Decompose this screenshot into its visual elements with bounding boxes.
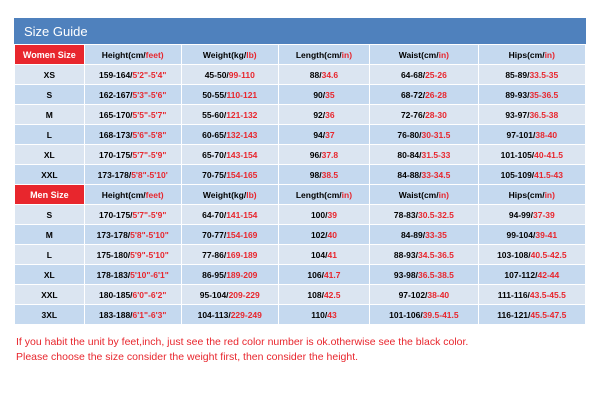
value-black: 89-93/ (505, 89, 530, 100)
value-red: 42-44 (537, 269, 560, 280)
row-weight (181, 165, 278, 185)
value-black: 170-175/ (98, 209, 133, 220)
row-size: XXL (15, 165, 85, 185)
value-black: 101-106/ (389, 309, 423, 320)
value-black: 84-88/ (397, 169, 422, 180)
header-height-black: Height(cm/ (101, 189, 146, 200)
row-height (84, 265, 181, 285)
row-length (278, 85, 369, 105)
value-red: 37 (325, 129, 335, 140)
value-black: 178-183/ (96, 269, 131, 280)
row-hips (478, 285, 585, 305)
row-hips (478, 85, 585, 105)
table-row (15, 245, 586, 265)
footer-note-2: Please choose the size consider the weight first, then consider the height. (16, 351, 359, 363)
value-black: 170-175/ (98, 149, 133, 160)
row-weight (181, 105, 278, 125)
value-black: 78-83/ (393, 209, 418, 220)
row-height (84, 165, 181, 185)
value-black: 72-76/ (400, 109, 426, 120)
value-red: 41.7 (323, 269, 341, 280)
value-red: 143-154 (226, 149, 258, 160)
value-black: 116-121/ (497, 309, 531, 320)
value-black: 159-164/ (98, 69, 133, 80)
value-red: 5'8"-5'10' (131, 169, 168, 180)
value-black: 111-116/ (497, 289, 530, 300)
row-hips (478, 205, 585, 225)
value-red: 38-40 (427, 289, 450, 300)
value-red: 132-143 (226, 129, 258, 140)
value-red: 43.5-45.5 (529, 289, 566, 300)
value-red: 35-36.5 (529, 89, 559, 100)
value-red: 229-249 (230, 309, 262, 320)
size-chart-table (14, 44, 586, 325)
men-header-height (84, 185, 181, 205)
value-black: 84-89/ (400, 229, 426, 240)
header-waist-black: Waist(cm/ (398, 189, 439, 200)
value-black: 68-72/ (400, 89, 426, 100)
header-hips-black: Hips(cm/ (508, 189, 545, 200)
row-waist (370, 85, 478, 105)
women-header-hips (478, 45, 585, 65)
value-red: 25-26 (425, 69, 447, 80)
value-black: 50-55/ (202, 89, 227, 100)
row-height (84, 85, 181, 105)
value-black: 97-101/ (506, 129, 536, 140)
header-height-red: feet) (145, 189, 164, 200)
table-row (15, 145, 586, 165)
value-red: 5'2"-5'4" (132, 69, 167, 80)
row-size: L (15, 245, 85, 265)
row-weight (181, 225, 278, 245)
value-red: 37-39 (532, 209, 555, 220)
men-header-hips (478, 185, 585, 205)
value-black: 104/ (310, 249, 328, 260)
value-red: 154-169 (226, 229, 258, 240)
row-height (84, 105, 181, 125)
value-black: 110/ (311, 309, 328, 320)
row-waist (370, 165, 478, 185)
value-red: 141-154 (226, 209, 258, 220)
value-black: 60-65/ (202, 129, 227, 140)
value-red: 34.6 (321, 69, 339, 80)
value-red: 33-34.5 (421, 169, 451, 180)
row-waist (370, 265, 478, 285)
row-length (278, 105, 369, 125)
value-red: 5'10"-6'1" (130, 269, 169, 280)
value-black: 96/ (309, 149, 322, 160)
row-length (278, 225, 369, 245)
value-black: 106/ (307, 269, 324, 280)
value-red: 209-229 (228, 289, 260, 300)
row-length (278, 125, 369, 145)
row-length (278, 145, 369, 165)
row-size: 3XL (15, 305, 85, 325)
men-header-weight (181, 185, 278, 205)
row-height (84, 245, 181, 265)
row-hips (478, 225, 585, 245)
row-waist (370, 245, 478, 265)
value-red: 39 (327, 209, 337, 220)
value-red: 37.8 (321, 149, 339, 160)
row-length (278, 265, 369, 285)
value-black: 173-178/ (97, 169, 132, 180)
row-length (278, 165, 369, 185)
row-weight (181, 205, 278, 225)
value-red: 40-41.5 (534, 149, 564, 160)
value-red: 5'7"-5'9" (132, 149, 167, 160)
header-hips-black: Hips(cm/ (508, 49, 545, 60)
value-red: 39-41 (535, 229, 558, 240)
row-size: XL (15, 145, 85, 165)
value-black: 100/ (310, 209, 328, 220)
value-black: 77-86/ (202, 249, 227, 260)
value-black: 94/ (313, 129, 326, 140)
row-height (84, 205, 181, 225)
value-black: 108/ (307, 289, 324, 300)
table-row (15, 85, 586, 105)
row-size: S (15, 85, 85, 105)
value-red: 30-31.5 (421, 129, 451, 140)
row-size: XS (15, 65, 85, 85)
value-black: 162-167/ (98, 89, 133, 100)
value-red: 28-30 (425, 109, 447, 120)
header-weight-black: Weight(kg/ (202, 49, 247, 60)
row-size: M (15, 105, 85, 125)
row-weight (181, 305, 278, 325)
value-black: 180-185/ (98, 289, 133, 300)
value-black: 93-97/ (505, 109, 530, 120)
row-hips (478, 165, 585, 185)
value-red: 34.5-36.5 (417, 249, 454, 260)
value-red: 5'5"-5'7" (132, 109, 167, 120)
row-length (278, 65, 369, 85)
header-height-black: Height(cm/ (101, 49, 146, 60)
value-red: 6'0"-6'2" (132, 289, 167, 300)
value-red: 41 (327, 249, 337, 260)
row-weight (181, 85, 278, 105)
men-header-waist (370, 185, 478, 205)
header-hips-red: in) (544, 189, 555, 200)
row-waist (370, 305, 478, 325)
row-height (84, 305, 181, 325)
women-header-height (84, 45, 181, 65)
women-header-row (15, 45, 586, 65)
value-red: 31.5-33 (421, 149, 451, 160)
row-size: XL (15, 265, 85, 285)
header-waist-red: in) (438, 49, 449, 60)
value-black: 168-173/ (98, 129, 133, 140)
header-length-black: Length(cm/ (295, 49, 342, 60)
men-header-row (15, 185, 586, 205)
value-red: 39.5-41.5 (422, 309, 459, 320)
value-black: 175-180/ (96, 249, 131, 260)
value-red: 6'1"-6'3" (132, 309, 167, 320)
row-waist (370, 65, 478, 85)
row-weight (181, 245, 278, 265)
value-black: 76-80/ (397, 129, 422, 140)
value-red: 43 (327, 309, 337, 320)
row-height (84, 145, 181, 165)
value-black: 183-188/ (98, 309, 133, 320)
table-row (15, 265, 586, 285)
title-bar (14, 18, 586, 44)
value-black: 165-170/ (98, 109, 133, 120)
row-length (278, 245, 369, 265)
row-weight (181, 285, 278, 305)
table-row (15, 65, 586, 85)
value-black: 88/ (309, 69, 322, 80)
value-red: 40 (327, 229, 337, 240)
row-hips (478, 265, 585, 285)
women-header-waist (370, 45, 478, 65)
row-size: S (15, 205, 85, 225)
value-black: 88-93/ (393, 249, 418, 260)
row-height (84, 225, 181, 245)
men-header-length (278, 185, 369, 205)
value-black: 173-178/ (96, 229, 131, 240)
header-length-red: in) (341, 49, 353, 60)
value-red: 36.5-38.5 (417, 269, 454, 280)
value-red: 38.5 (321, 169, 339, 180)
value-black: 101-105/ (500, 149, 535, 160)
header-height-red: feet) (145, 49, 164, 60)
table-row (15, 205, 586, 225)
value-red: 5'7"-5'9" (132, 209, 167, 220)
row-height (84, 285, 181, 305)
value-red: 42.5 (323, 289, 341, 300)
value-black: 64-68/ (400, 69, 426, 80)
header-waist-black: Waist(cm/ (398, 49, 439, 60)
row-hips (478, 65, 585, 85)
value-black: 45-50/ (204, 69, 229, 80)
row-hips (478, 105, 585, 125)
value-black: 97-102/ (398, 289, 428, 300)
row-hips (478, 245, 585, 265)
table-row (15, 125, 586, 145)
value-red: 33-35 (425, 229, 447, 240)
value-black: 85-89/ (505, 69, 530, 80)
row-weight (181, 265, 278, 285)
value-black: 99-104/ (506, 229, 536, 240)
value-black: 94-99/ (508, 209, 533, 220)
value-black: 104-113/ (197, 309, 231, 320)
footer-note-1: If you habit the unit by feet,inch, just see the red color number is ok.otherwise see the black color. (16, 336, 469, 348)
row-waist (370, 205, 478, 225)
row-size: L (15, 125, 85, 145)
women-header-length (278, 45, 369, 65)
women-header-weight (181, 45, 278, 65)
row-waist (370, 125, 478, 145)
value-red: 5'6"-5'8" (132, 129, 167, 140)
value-red: 5'8"-5'10" (130, 229, 169, 240)
value-red: 154-165 (226, 169, 258, 180)
value-black: 70-77/ (202, 229, 227, 240)
value-red: 99-110 (228, 69, 255, 80)
row-weight (181, 65, 278, 85)
value-red: 38-40 (535, 129, 558, 140)
value-red: 45.5-47.5 (530, 309, 567, 320)
footer-notes (14, 335, 586, 365)
value-red: 110-121 (226, 89, 258, 100)
row-height (84, 125, 181, 145)
row-weight (181, 125, 278, 145)
row-size: XXL (15, 285, 85, 305)
value-red: 26-28 (425, 89, 447, 100)
row-waist (370, 285, 478, 305)
header-length-black: Length(cm/ (295, 189, 342, 200)
row-waist (370, 225, 478, 245)
value-black: 93-98/ (393, 269, 418, 280)
row-length (278, 285, 369, 305)
women-header-size: Women Size (15, 45, 85, 65)
value-black: 55-60/ (202, 109, 227, 120)
header-hips-red: in) (544, 49, 555, 60)
value-red: 36 (325, 109, 335, 120)
value-red: 33.5-35 (529, 69, 559, 80)
row-hips (478, 145, 585, 165)
value-black: 86-95/ (202, 269, 227, 280)
row-length (278, 305, 369, 325)
value-black: 107-112/ (504, 269, 538, 280)
row-hips (478, 305, 585, 325)
page-title: Size Guide (24, 23, 88, 39)
value-black: 64-70/ (202, 209, 227, 220)
value-red: 189-209 (226, 269, 258, 280)
header-weight-red: lb) (246, 189, 257, 200)
header-waist-red: in) (438, 189, 449, 200)
value-black: 105-109/ (500, 169, 535, 180)
value-black: 92/ (313, 109, 326, 120)
row-weight (181, 145, 278, 165)
value-red: 40.5-42.5 (530, 249, 567, 260)
value-black: 98/ (309, 169, 322, 180)
row-waist (370, 145, 478, 165)
row-size: M (15, 225, 85, 245)
value-black: 65-70/ (202, 149, 227, 160)
table-row (15, 305, 586, 325)
value-red: 41.5-43 (534, 169, 564, 180)
value-red: 169-189 (226, 249, 258, 260)
value-black: 70-75/ (202, 169, 227, 180)
value-red: 36.5-38 (529, 109, 559, 120)
table-row (15, 285, 586, 305)
value-red: 5'3"-5'6" (132, 89, 167, 100)
header-weight-red: lb) (246, 49, 257, 60)
value-black: 95-104/ (199, 289, 229, 300)
value-black: 103-108/ (497, 249, 531, 260)
value-black: 80-84/ (397, 149, 422, 160)
value-black: 90/ (313, 89, 326, 100)
row-length (278, 205, 369, 225)
row-height (84, 65, 181, 85)
value-black: 102/ (310, 229, 328, 240)
header-weight-black: Weight(kg/ (202, 189, 247, 200)
value-red: 5'9"-5'10" (130, 249, 169, 260)
row-waist (370, 105, 478, 125)
header-length-red: in) (341, 189, 353, 200)
value-red: 30.5-32.5 (417, 209, 454, 220)
table-row (15, 105, 586, 125)
row-hips (478, 125, 585, 145)
table-row (15, 225, 586, 245)
value-red: 35 (325, 89, 335, 100)
table-row (15, 165, 586, 185)
men-header-size: Men Size (15, 185, 85, 205)
value-red: 121-132 (226, 109, 258, 120)
